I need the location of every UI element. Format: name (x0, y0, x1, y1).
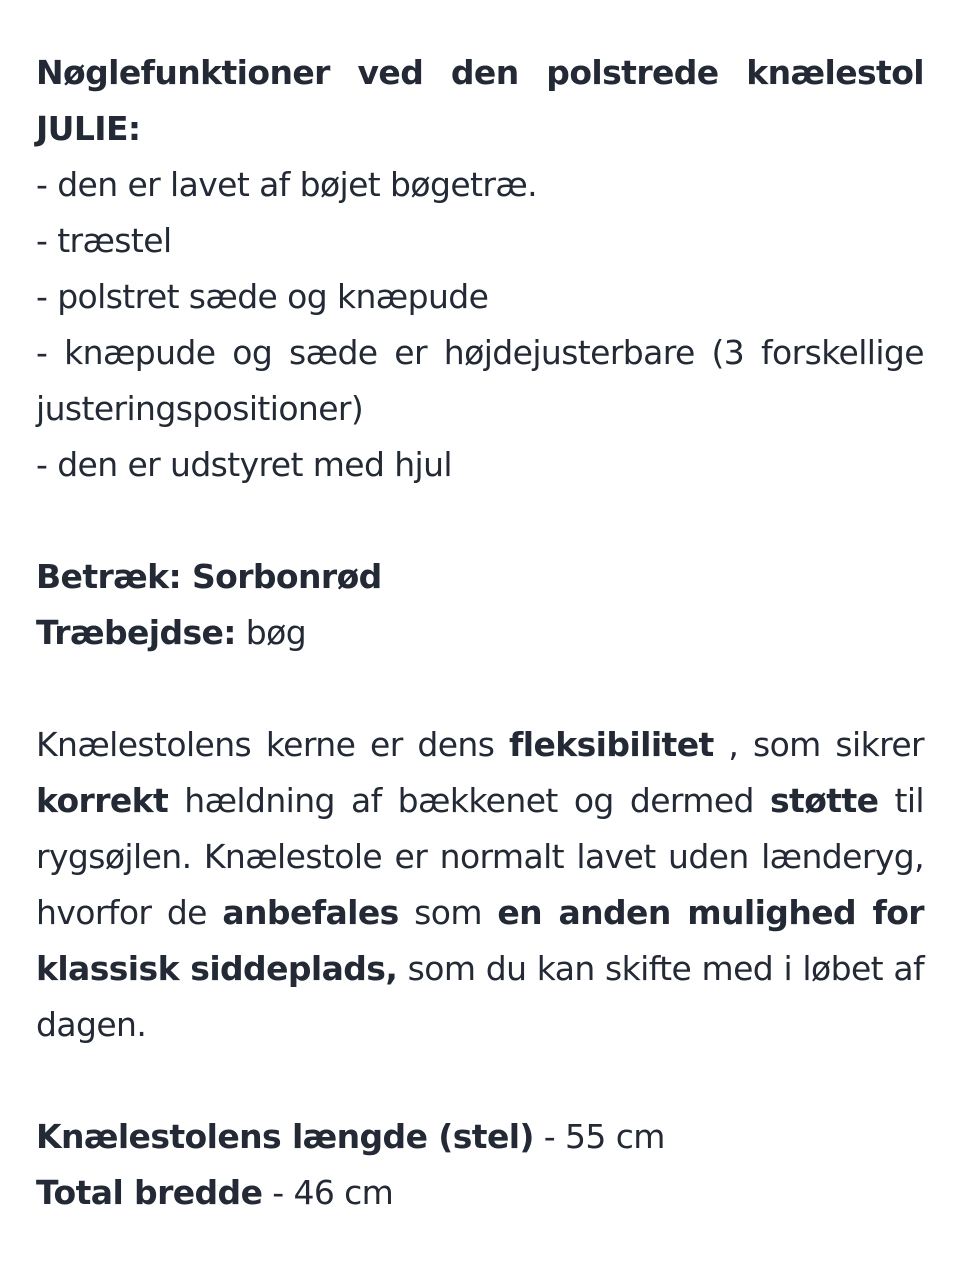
cover-spec-text: Betræk: Sorbonrød (36, 557, 382, 596)
length-spec-value: - 55 cm (533, 1117, 665, 1156)
width-spec (36, 1165, 924, 1221)
width-spec-value: - 46 cm (262, 1173, 394, 1212)
feature-item: - den er lavet af bøjet bøgetræ. (36, 165, 538, 204)
description-text: som (398, 893, 498, 932)
feature-item: - træstel (36, 221, 172, 260)
description-emphasis: fleksibilitet (509, 725, 714, 764)
description-text: som du kan skifte med i løbet af dagen. (36, 949, 924, 1044)
spacer (36, 1053, 924, 1109)
feature-item: - den er udstyret med hjul (36, 445, 452, 484)
feature-item: - knæpude og sæde er højdejusterbare (3 forskellige justeringspositioner) (36, 333, 924, 428)
description-text: hældning af bækkenet og dermed (168, 781, 770, 820)
description-paragraph (36, 717, 924, 1053)
stain-spec-label: Træbejdse: (36, 613, 236, 652)
cover-spec (36, 549, 924, 605)
stain-spec (36, 605, 924, 661)
spacer (36, 661, 924, 717)
description-emphasis: en anden mulighed for klassisk siddeplads, (36, 893, 924, 988)
description-emphasis: anbefales (222, 893, 399, 932)
description-emphasis: korrekt (36, 781, 169, 820)
features-heading (36, 45, 924, 157)
description-text: Knælestolens kerne er dens (36, 725, 510, 764)
features-heading-text: Nøglefunktioner ved den polstrede knælestol JULIE: (36, 53, 924, 148)
stain-spec-value: bøg (235, 613, 307, 652)
description-text: , som sikrer (713, 725, 924, 764)
spacer (36, 493, 924, 549)
length-spec-label: Knælestolens længde (stel) (36, 1117, 534, 1156)
product-description (36, 45, 924, 1221)
feature-item: - polstret sæde og knæpude (36, 277, 489, 316)
length-spec (36, 1109, 924, 1165)
description-text: til rygsøjlen. Knælestole er normalt lavet uden lænderyg, hvorfor de (36, 781, 924, 932)
description-emphasis: støtte (770, 781, 879, 820)
width-spec-label: Total bredde (36, 1173, 263, 1212)
